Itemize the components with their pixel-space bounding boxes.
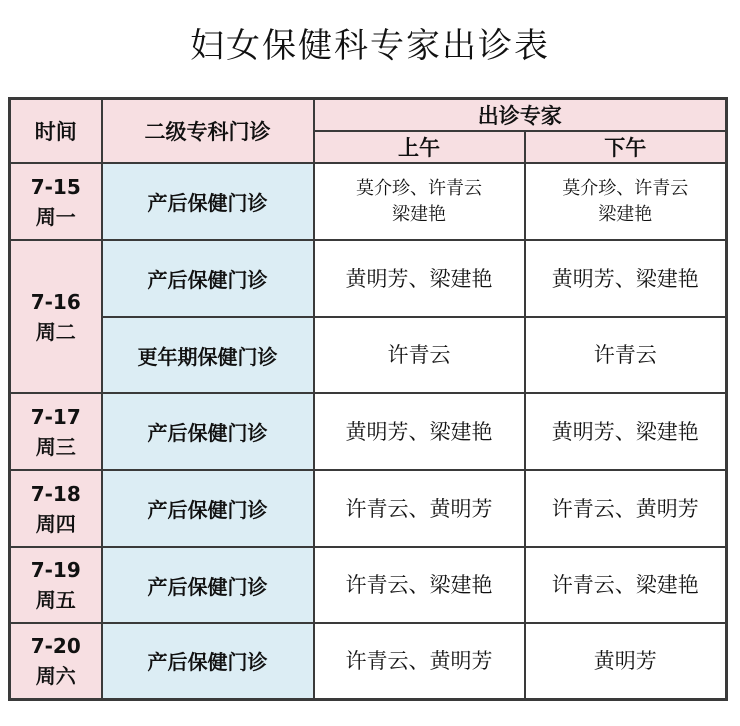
- am-doctors: 黄明芳、梁建艳: [314, 393, 525, 470]
- header-clinic: 二级专科门诊: [102, 99, 314, 164]
- table-row: [10, 470, 727, 547]
- date: 7-17: [30, 404, 81, 429]
- date: 7-15: [30, 174, 81, 199]
- date: 7-18: [30, 481, 81, 506]
- weekday: 周五: [35, 588, 76, 612]
- date: 7-16: [30, 289, 81, 314]
- pm-doctors: 黄明芳: [525, 623, 727, 699]
- am-doctors: [314, 163, 525, 240]
- am-doctors: 许青云、黄明芳: [314, 623, 525, 699]
- date-cell: [10, 393, 102, 470]
- clinic-cell: 产后保健门诊: [102, 393, 314, 470]
- date-cell: [10, 163, 102, 240]
- pm-doctors: [525, 163, 727, 240]
- header-am: 上午: [314, 131, 525, 163]
- clinic-cell: 产后保健门诊: [102, 470, 314, 547]
- weekday: 周一: [35, 204, 76, 229]
- doctor-line: 莫介珍、许青云: [562, 177, 689, 199]
- doctor-line: 莫介珍、许青云: [356, 177, 482, 199]
- am-doctors: 许青云、黄明芳: [314, 470, 525, 547]
- date-cell: [10, 240, 102, 393]
- pm-doctors: 许青云、黄明芳: [525, 470, 727, 547]
- weekday: 周二: [35, 319, 76, 344]
- header-time: 时间: [10, 99, 102, 164]
- header-experts: 出诊专家: [314, 99, 727, 132]
- table-row: [10, 317, 727, 393]
- table-row: [10, 623, 727, 699]
- am-doctors: 黄明芳、梁建艳: [314, 240, 525, 317]
- header-pm: 下午: [525, 131, 727, 163]
- table-row: [10, 393, 727, 470]
- am-doctors: 许青云、梁建艳: [314, 547, 525, 623]
- schedule-table: [8, 97, 728, 701]
- clinic-cell: 产后保健门诊: [102, 240, 314, 317]
- header-row: [10, 99, 727, 132]
- weekday: 周四: [35, 511, 76, 536]
- date-cell: [10, 470, 102, 547]
- weekday: 周六: [35, 663, 76, 688]
- date: 7-19: [30, 558, 81, 582]
- weekday: 周三: [35, 434, 76, 459]
- clinic-cell: 产后保健门诊: [102, 163, 314, 240]
- clinic-cell: 产后保健门诊: [102, 547, 314, 623]
- page-title: 妇女保健科专家出诊表: [190, 26, 550, 66]
- date-cell: [10, 547, 102, 623]
- pm-doctors: 许青云、梁建艳: [525, 547, 727, 623]
- date-cell: [10, 623, 102, 699]
- pm-doctors: 许青云: [525, 317, 727, 393]
- pm-doctors: 黄明芳、梁建艳: [525, 393, 727, 470]
- table-row: [10, 547, 727, 623]
- doctor-line: 梁建艳: [392, 203, 446, 225]
- clinic-cell: 产后保健门诊: [102, 623, 314, 699]
- date: 7-20: [30, 633, 81, 658]
- am-doctors: 许青云: [314, 317, 525, 393]
- table-row: [10, 240, 727, 317]
- pm-doctors: 黄明芳、梁建艳: [525, 240, 727, 317]
- clinic-cell: 更年期保健门诊: [102, 317, 314, 393]
- table-row: [10, 163, 727, 240]
- doctor-line: 梁建艳: [598, 203, 653, 225]
